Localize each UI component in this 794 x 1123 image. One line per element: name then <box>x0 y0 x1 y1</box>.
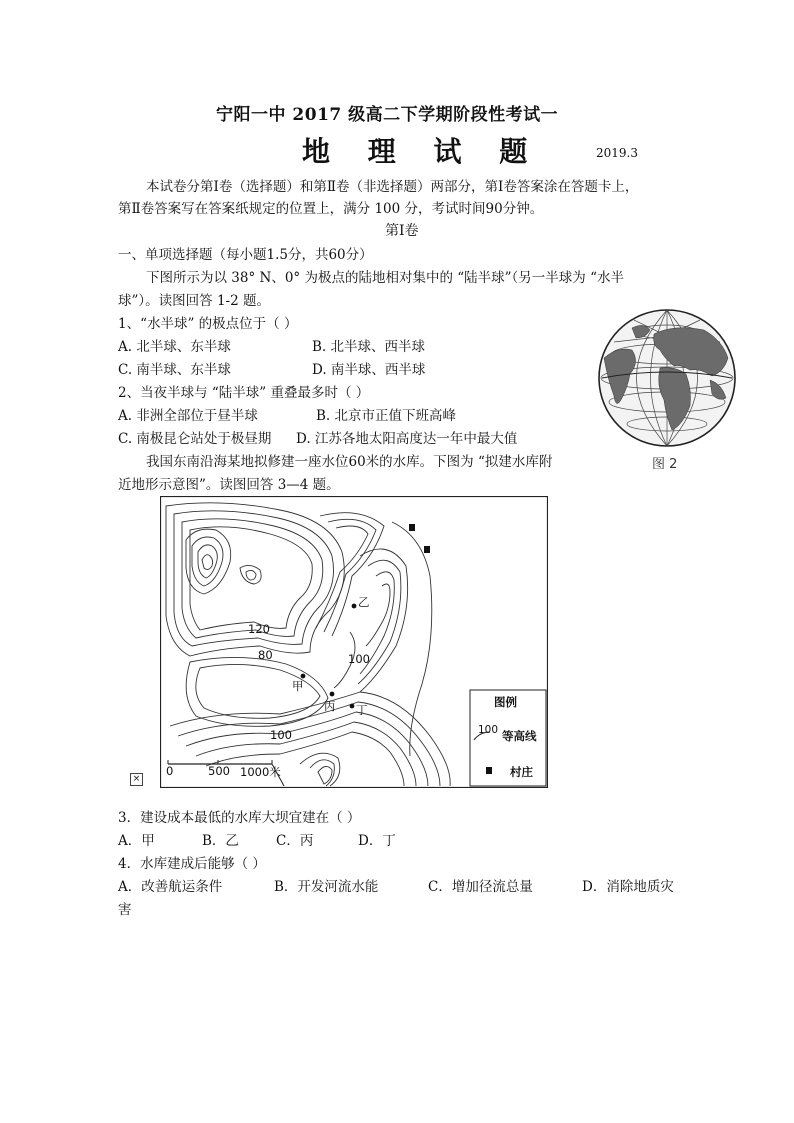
q4-option-d: D．消除地质灾 <box>582 879 674 895</box>
context-b-line-2: 近地形示意图”。读图回答 3—4 题。 <box>118 477 340 493</box>
globe-sphere <box>599 310 735 446</box>
scale-label-500: 500 <box>208 764 230 778</box>
q2-option-b: B. 北京市正值下班高峰 <box>316 408 457 424</box>
contour-label-120: 120 <box>248 622 270 636</box>
q1-option-a: A. 北半球、东半球 <box>118 339 231 355</box>
q3-stem: 3．建设成本最低的水库大坝宜建在（ ） <box>118 810 361 826</box>
broken-image-icon: × <box>130 773 143 786</box>
topographic-map <box>160 496 548 788</box>
q3-option-d: D．丁 <box>358 833 396 849</box>
q3-option-b: B．乙 <box>202 833 239 849</box>
q2-option-d: D. 江苏各地太阳高度达一年中最大值 <box>296 431 518 447</box>
q4-option-a: A．改善航运条件 <box>118 879 223 895</box>
q3-option-c: C．丙 <box>276 833 314 849</box>
q3-option-a: A．甲 <box>118 833 155 849</box>
exam-title: 地 理 试 题 <box>302 135 542 168</box>
place-label-jia: 甲 <box>292 679 304 693</box>
legend-village-symbol <box>486 767 492 774</box>
q1-option-b: B. 北半球、西半球 <box>312 339 426 355</box>
intro-line-2: 第Ⅱ卷答案写在答案纸规定的位置上，满分 100 分，考试时间90分钟。 <box>118 201 544 217</box>
intro-line-1: 本试卷分第Ⅰ卷（选择题）和第Ⅱ卷（非选择题）两部分，第Ⅰ卷答案涂在答题卡上， <box>146 179 639 195</box>
place-label-ding: 丁 <box>356 703 368 717</box>
land-hemisphere-globe <box>594 306 740 474</box>
place-label-yi: 乙 <box>358 595 370 609</box>
context-a-line-2: 球”）。读图回答 1-2 题。 <box>118 293 270 309</box>
scale-label-zero: 0 <box>166 764 174 778</box>
point-yi <box>352 604 357 609</box>
point-bing <box>330 692 335 697</box>
legend-village-text: 村庄 <box>510 765 533 779</box>
q1-option-c: C. 南半球、东半球 <box>118 362 231 378</box>
contour-map-svg <box>160 496 548 788</box>
q1-option-d: D. 南半球、西半球 <box>312 362 426 378</box>
q4-stem: 4．水库建成后能够（ ） <box>118 856 266 872</box>
contour-label-100-east: 100 <box>348 652 370 666</box>
legend-contour-value: 100 <box>478 724 499 736</box>
context-b-line-1: 我国东南沿海某地拟修建一座水位60米的水库。下图为 “拟建水库附 <box>146 454 553 470</box>
place-label-bing: 丙 <box>324 699 336 713</box>
legend-contour-text: 等高线 <box>502 729 537 743</box>
section-title: 第Ⅰ卷 <box>385 223 419 239</box>
contour-label-80: 80 <box>258 648 273 662</box>
village-marker <box>424 546 430 553</box>
contour-label-100-south: 100 <box>270 728 292 742</box>
part-title: 一、单项选择题（每小题1.5分，共60分） <box>118 247 373 263</box>
legend-title: 图例 <box>494 695 517 709</box>
context-a-line-1: 下图所示为以 38° N、0° 为极点的陆地相对集中的 “陆半球”（另一半球为 “水半 <box>146 270 624 286</box>
globe-caption: 图 2 <box>652 457 678 472</box>
q2-option-c: C. 南极昆仑站处于极昼期 <box>118 431 272 447</box>
scale-label-1000: 1000米 <box>240 765 281 779</box>
q4-option-c: C．增加径流总量 <box>428 879 533 895</box>
exam-subtitle: 宁阳一中 2017 级高二下学期阶段性考试一 <box>216 105 559 125</box>
q2-stem: 2、当夜半球与 “陆半球” 重叠最多时（ ） <box>118 385 370 401</box>
q4-option-d-continued: 害 <box>118 902 132 918</box>
q4-option-b: B．开发河流水能 <box>274 879 379 895</box>
village-marker <box>409 524 415 531</box>
q2-option-a: A. 非洲全部位于昼半球 <box>118 408 258 424</box>
q1-stem: 1、“水半球” 的极点位于（ ） <box>118 316 298 332</box>
point-ding <box>350 704 355 709</box>
exam-date: 2019.3 <box>596 146 638 160</box>
